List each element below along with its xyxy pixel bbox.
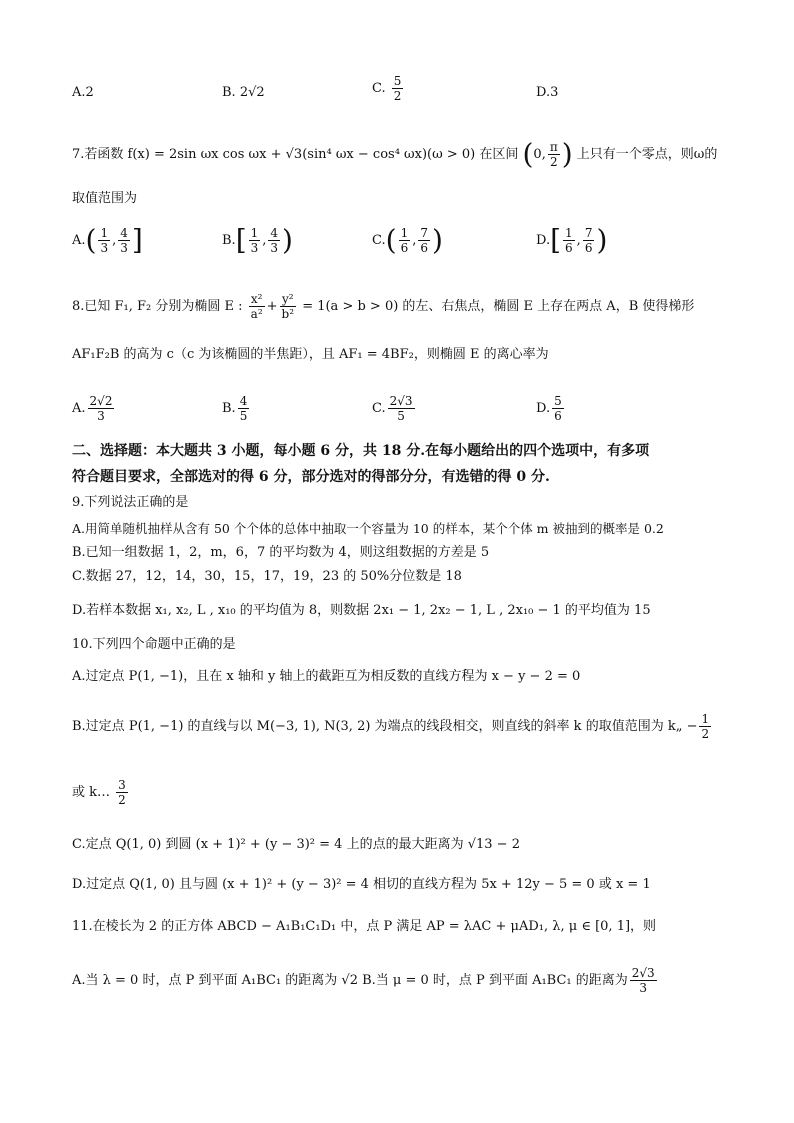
q10-b-frac <box>699 712 711 741</box>
q8-d-num: 5 <box>554 394 562 408</box>
q8-d-den: 6 <box>554 409 562 423</box>
q8-b-label: B. <box>222 401 236 416</box>
q6-option-c-label: C. <box>372 81 386 96</box>
q7-b-n1: 1 <box>250 226 259 240</box>
q7-d-label: D. <box>536 233 551 248</box>
q7-b-close: ) <box>282 223 293 257</box>
q10-b2-num: 3 <box>118 778 126 792</box>
q7-b-n2: 4 <box>270 226 279 240</box>
q7-a-close: ] <box>131 223 143 257</box>
q11-options-ab <box>72 966 659 995</box>
q8-c-den: 5 <box>397 409 405 423</box>
q6-option-c-fraction <box>392 74 404 103</box>
section2-heading-line2: 符合题目要求，全部选对的得 6 分，部分选对的得部分分，有选错的得 0 分. <box>72 469 550 485</box>
q8-option-b <box>222 394 251 423</box>
q7-stem: 7.若函数 f(x) = 2sin ωx cos ωx + √3(sin⁴ ωx − cos⁴ ωx)(ω > 0) 在区间 (0, $\frac{\pi}{2}$ ) 上只有一个零点，则ω的 <box>72 137 718 171</box>
q6-option-d: D.3 <box>536 85 559 100</box>
q10-b-text: B.过定点 P(1, −1) 的直线与以 M(−3, 1), N(3, 2) 为端点的线段相交，则直线的斜率 k 的取值范围为 k„ − <box>72 719 698 734</box>
q7-option-a: A.( $\frac{1}{3}$ , $\frac{4}{3}$ ] <box>72 223 143 257</box>
q8-d-label: D. <box>536 401 551 416</box>
q7-c-n1: 1 <box>400 226 409 240</box>
q11-ab-text: A.当 λ = 0 时，点 P 到平面 A₁BC₁ 的距离为 √2 B.当 μ = 0 时，点 P 到平面 A₁BC₁ 的距离为 <box>72 973 628 988</box>
q11-b-num: 2√3 <box>631 966 655 980</box>
q9-option-c: C.数据 27，12，14，30，15，17，19，23 的 50%分位数是 18 <box>72 569 462 584</box>
q6-c-numerator: 5 <box>393 74 402 88</box>
q8-y-den: b² <box>281 307 295 321</box>
q8-d-frac <box>552 394 564 423</box>
q8-y-num: y² <box>280 292 297 307</box>
q8-plus: + <box>266 299 278 314</box>
q10-b2-den: 2 <box>118 793 126 807</box>
q7-b-open: [ <box>235 223 247 257</box>
q8-line2: AF₁F₂B 的高为 c（c 为该椭圆的半焦距），且 AF₁ = 4BF₂，则椭圆 E 的离心率为 <box>72 347 549 362</box>
q7-a-label: A. <box>72 233 86 248</box>
q7-option-c: C.( $\frac{1}{6}$ , $\frac{7}{6}$ ) <box>372 223 443 257</box>
q6-c-denominator: 2 <box>393 89 402 103</box>
q8-a-frac <box>88 394 115 423</box>
q7-c-d2: 6 <box>420 241 428 255</box>
q7-c-close: ) <box>431 223 443 257</box>
q7-a-frac2 <box>118 226 130 255</box>
q7-c-label: C. <box>372 233 386 248</box>
q10-option-a: A.过定点 P(1, −1)，且在 x 轴和 y 轴上的截距互为相反数的直线方程为 x − y − 2 = 0 <box>72 669 581 684</box>
q7-d-close: ) <box>596 223 608 257</box>
q10-b-den: 2 <box>701 727 710 741</box>
q10-option-b <box>72 712 713 741</box>
q7-line2: 取值范围为 <box>72 191 138 206</box>
q10-b-num: 1 <box>701 712 710 726</box>
q7-b-label: B. <box>222 233 236 248</box>
q7-d-open: [ <box>550 223 562 257</box>
q8-b-num: 4 <box>239 394 248 408</box>
q7-a-open: ( <box>85 223 97 257</box>
q7-a-d1: 3 <box>100 241 109 255</box>
q8-a-den: 3 <box>97 409 105 423</box>
q6-option-a: A.2 <box>72 85 94 100</box>
q10-option-b-line2 <box>72 778 130 807</box>
q7-a-d2: 3 <box>120 241 128 255</box>
q8-a-label: A. <box>72 401 86 416</box>
q8-option-a <box>72 394 116 423</box>
q8-y-fraction <box>280 292 297 321</box>
q9-option-b: B.已知一组数据 1，2，m，6，7 的平均数为 4，则这组数据的方差是 5 <box>72 545 490 560</box>
q7-interval-den: 2 <box>549 155 558 169</box>
q7-c-open: ( <box>385 223 397 257</box>
q8-x-fraction <box>249 292 265 321</box>
section2-heading-line1: 二、选择题：本大题共 3 小题，每小题 6 分，共 18 分.在每小题给出的四个选项中，有多项 <box>72 443 650 459</box>
q7-stem-tail: 上只有一个零点，则ω的 <box>576 147 718 162</box>
q9-stem: 9.下列说法正确的是 <box>72 495 189 510</box>
q7-interval-num: π <box>549 140 558 154</box>
q7-c-n2: 7 <box>420 226 428 240</box>
q7-d-frac2 <box>583 226 595 255</box>
q10-b2-text: 或 k… <box>72 785 111 800</box>
q7-stem-text: 7.若函数 f(x) = 2sin ωx cos ωx + √3(sin⁴ ωx − cos⁴ ωx)(ω > 0) 在区间 <box>72 147 519 162</box>
q8-c-label: C. <box>372 401 386 416</box>
q7-d-n1: 1 <box>565 226 573 240</box>
q8-c-frac <box>388 394 415 423</box>
q7-d-d1: 6 <box>565 241 573 255</box>
q11-b-den: 3 <box>639 981 648 995</box>
q7-c-d1: 6 <box>400 241 409 255</box>
q6-option-b: B. 2√2 <box>222 85 265 100</box>
q7-b-frac1 <box>249 226 261 255</box>
q7-c-frac2 <box>418 226 430 255</box>
q8-b-den: 5 <box>239 409 248 423</box>
q7-interval-fraction <box>548 140 560 169</box>
q7-option-d: D.[ $\frac{1}{6}$ , $\frac{7}{6}$ ) <box>536 223 608 257</box>
q10-stem: 10.下列四个命题中正确的是 <box>72 637 236 652</box>
q7-a-frac1 <box>98 226 110 255</box>
q7-a-n2: 4 <box>120 226 128 240</box>
q8-x-num: x² <box>249 292 265 307</box>
q8-x-den: a² <box>250 307 263 321</box>
q7-b-d2: 3 <box>270 241 279 255</box>
q8-option-d <box>536 394 566 423</box>
q7-interval-left: 0, <box>533 147 546 162</box>
q6-option-c <box>372 74 405 103</box>
q8-stem-post: = 1(a > b > 0) 的左、右焦点，椭圆 E 上存在两点 A，B 使得梯形 <box>302 299 695 314</box>
q9-option-a: A.用简单随机抽样从含有 50 个个体的总体中抽取一个容量为 10 的样本，某个个体 m 被抽到的概率是 0.2 <box>72 521 664 536</box>
q8-stem-pre: 8.已知 F₁, F₂ 分别为椭圆 E : <box>72 299 243 314</box>
q10-option-c: C.定点 Q(1, 0) 到圆 (x + 1)² + (y − 3)² = 4 上的点的最大距离为 √13 − 2 <box>72 837 520 852</box>
q7-option-b: B.[ $\frac{1}{3}$ , $\frac{4}{3}$ ) <box>222 223 293 257</box>
q7-b-frac2 <box>268 226 280 255</box>
q7-d-d2: 6 <box>584 241 593 255</box>
q8-b-frac <box>238 394 250 423</box>
q8-stem <box>72 292 694 321</box>
q11-stem: 11.在棱长为 2 的正方体 ABCD − A₁B₁C₁D₁ 中，点 P 满足 AP = λAC + μAD₁, λ, μ ∈ [0, 1]，则 <box>72 919 657 934</box>
q10-option-d: D.过定点 Q(1, 0) 且与圆 (x + 1)² + (y − 3)² = 4 相切的直线方程为 5x + 12y − 5 = 0 或 x = 1 <box>72 877 651 892</box>
q8-option-c <box>372 394 417 423</box>
q7-d-n2: 7 <box>584 226 593 240</box>
q10-b2-frac <box>116 778 128 807</box>
q11-b-frac <box>630 966 657 995</box>
q7-a-n1: 1 <box>100 226 109 240</box>
q7-b-d1: 3 <box>250 241 259 255</box>
q7-d-frac1 <box>563 226 575 255</box>
q8-c-num: 2√3 <box>389 394 413 408</box>
q8-a-num: 2√2 <box>89 394 113 408</box>
q7-c-frac1 <box>399 226 411 255</box>
q9-option-d: D.若样本数据 x₁, x₂, L , x₁₀ 的平均值为 8，则数据 2x₁ − 1, 2x₂ − 1, L , 2x₁₀ − 1 的平均值为 15 <box>72 603 651 618</box>
